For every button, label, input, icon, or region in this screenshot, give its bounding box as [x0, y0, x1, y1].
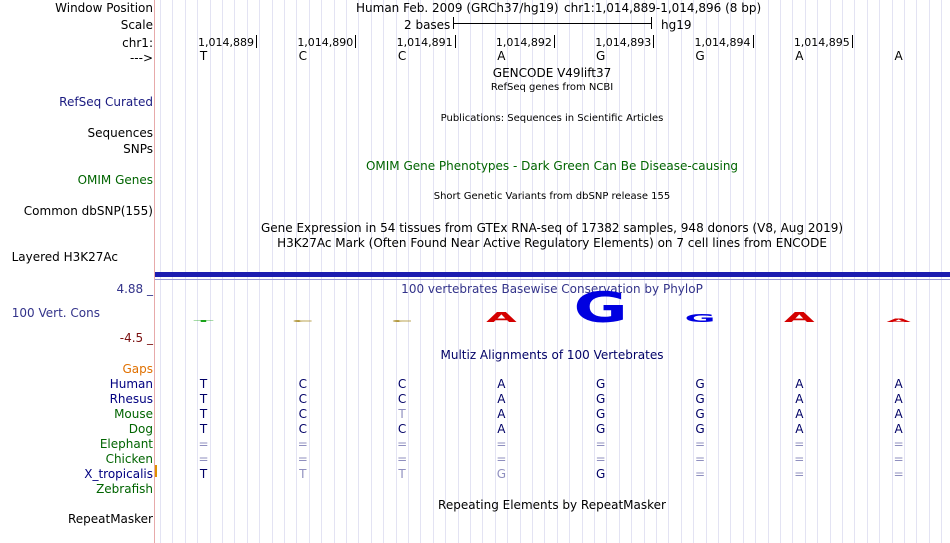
- alignment-base: =: [397, 452, 408, 466]
- alignment-base: =: [794, 467, 805, 481]
- ruler-tick: [355, 35, 356, 48]
- gaps-label[interactable]: Gaps: [122, 362, 153, 376]
- alignment-base: =: [694, 437, 706, 451]
- scale-text: 2 bases: [404, 18, 451, 32]
- conservation-base: A: [886, 318, 911, 324]
- alignment-base: A: [894, 377, 903, 391]
- alignment-base: T: [398, 407, 406, 421]
- ruler-tick: [753, 35, 754, 48]
- alignment-base: G: [596, 377, 606, 391]
- ruler-base: A: [497, 49, 506, 63]
- cons-min-label: -4.5 _: [119, 331, 153, 345]
- snps-label[interactable]: SNPs: [123, 142, 153, 156]
- alignment-base: G: [596, 392, 606, 406]
- alignment-base: C: [397, 377, 407, 391]
- alignment-base: A: [497, 392, 506, 406]
- alignment-base: A: [894, 422, 903, 436]
- alignment-base: =: [893, 467, 904, 481]
- chr-label: chr1:: [122, 36, 153, 50]
- dbsnp-label[interactable]: Common dbSNP(155): [23, 204, 153, 218]
- alignment-base: =: [397, 437, 408, 451]
- alignment-base: =: [496, 452, 507, 466]
- alignment-base: =: [893, 437, 904, 451]
- phylop-track-desc: 100 vertebrates Basewise Conservation by PhyloP: [401, 282, 703, 296]
- ruler-position: 1,014,889: [198, 36, 254, 49]
- repeatmasker-label[interactable]: RepeatMasker: [67, 512, 153, 526]
- alignment-base: A: [497, 407, 506, 421]
- ruler-base: C: [298, 49, 307, 63]
- strand-label[interactable]: --->: [129, 51, 153, 65]
- species-label-dog[interactable]: Dog: [128, 422, 153, 436]
- alignment-base: T: [199, 467, 208, 481]
- ruler-position: 1,014,890: [297, 36, 354, 49]
- window-position-label: Window Position: [55, 1, 153, 15]
- ruler-base: A: [795, 49, 804, 63]
- alignment-base: G: [596, 422, 606, 436]
- alignment-base: A: [497, 422, 506, 436]
- cons-track-label[interactable]: 100 Vert. Cons: [11, 306, 100, 320]
- alignment-base: G: [695, 392, 705, 406]
- scale-db: hg19: [661, 18, 692, 32]
- sequences-label[interactable]: Sequences: [87, 126, 153, 140]
- conservation-base: G: [684, 311, 716, 325]
- alignment-base: T: [398, 467, 406, 481]
- alignment-base: C: [298, 392, 307, 406]
- dbsnp-track-desc: Short Genetic Variants from dbSNP release 155: [433, 191, 671, 202]
- ruler-position: 1,014,895: [793, 36, 850, 49]
- ruler-position: 1,014,891: [396, 36, 453, 49]
- alignment-base: G: [695, 407, 705, 421]
- alignment-base: =: [794, 437, 805, 451]
- refseq-label[interactable]: RefSeq Curated: [59, 95, 153, 109]
- species-label-human[interactable]: Human: [109, 377, 153, 391]
- gtex-track-desc: Gene Expression in 54 tissues from GTEx RNA-seq of 17382 samples, 948 donors (V8, Aug 2019): [260, 221, 844, 235]
- gencode-track-title[interactable]: GENCODE V49lift37: [492, 66, 612, 80]
- alignment-base: A: [795, 377, 804, 391]
- ruler-tick: [852, 35, 853, 48]
- species-label-x_tropicalis[interactable]: X_tropicalis: [84, 467, 153, 481]
- alignment-base: G: [496, 467, 507, 481]
- alignment-base: =: [297, 452, 308, 466]
- species-label-rhesus[interactable]: Rhesus: [109, 392, 153, 406]
- alignment-base: T: [199, 422, 208, 436]
- alignment-base: A: [894, 392, 903, 406]
- omim-phenotypes-desc: OMIM Gene Phenotypes - Dark Green Can Be Disease-causing: [365, 159, 739, 173]
- alignment-base: A: [795, 422, 804, 436]
- alignment-base: A: [795, 407, 804, 421]
- repeatmasker-track-desc: Repeating Elements by RepeatMasker: [438, 498, 666, 512]
- species-label-mouse[interactable]: Mouse: [114, 407, 153, 421]
- conservation-header-bar: [155, 272, 950, 277]
- conservation-base: A: [486, 310, 517, 326]
- h3k27ac-track-desc: H3K27Ac Mark (Often Found Near Active Regulatory Elements) on 7 cell lines from ENCODE: [277, 236, 827, 250]
- conservation-base: T: [193, 319, 214, 323]
- alignment-base: =: [198, 437, 209, 451]
- alignment-base: C: [397, 422, 407, 436]
- refseq-track-desc: RefSeq genes from NCBI: [490, 82, 614, 93]
- ruler-tick: [653, 35, 654, 48]
- species-label-zebrafish[interactable]: Zebrafish: [96, 482, 153, 496]
- alignment-base: A: [497, 377, 506, 391]
- assembly-title: Human Feb. 2009 (GRCh37/hg19): [356, 1, 559, 15]
- publications-track-desc: Publications: Sequences in Scientific Articles: [440, 113, 664, 124]
- alignment-base: G: [596, 467, 606, 481]
- alignment-base: T: [199, 392, 208, 406]
- ruler-position: 1,014,894: [694, 36, 751, 49]
- species-label-chicken[interactable]: Chicken: [105, 452, 153, 466]
- alignment-base: =: [694, 467, 706, 481]
- alignment-base: =: [595, 437, 606, 451]
- ruler-position: 1,014,893: [595, 36, 652, 49]
- ruler-base: C: [397, 49, 407, 63]
- h3k27ac-label[interactable]: Layered H3K27Ac: [11, 250, 118, 264]
- alignment-base: =: [893, 452, 904, 466]
- alignment-base: =: [694, 452, 706, 466]
- alignment-base: =: [198, 452, 209, 466]
- alignment-base: =: [297, 437, 308, 451]
- alignment-base: G: [695, 377, 705, 391]
- alignment-base: C: [298, 422, 307, 436]
- species-label-elephant[interactable]: Elephant: [99, 437, 153, 451]
- ruler-base: G: [695, 49, 705, 63]
- position-readout: chr1:1,014,889-1,014,896 (8 bp): [564, 1, 762, 15]
- conservation-base: C: [292, 319, 314, 323]
- alignment-base: C: [298, 377, 307, 391]
- alignment-base: A: [894, 407, 903, 421]
- alignment-base: =: [496, 437, 507, 451]
- conservation-header-rule: [155, 279, 950, 280]
- conservation-base: G: [573, 284, 628, 333]
- omim-genes-label[interactable]: OMIM Genes: [77, 173, 153, 187]
- ruler-base: T: [199, 49, 208, 63]
- alignment-base: =: [794, 452, 805, 466]
- alignment-base: T: [199, 377, 208, 391]
- conservation-base: A: [783, 310, 815, 326]
- conservation-base: C: [391, 319, 413, 323]
- x-tropicalis-gap-marker: [155, 465, 157, 477]
- ruler-tick: [455, 35, 456, 48]
- ruler-position: 1,014,892: [495, 36, 552, 49]
- multiz-track-desc: Multiz Alignments of 100 Vertebrates: [440, 348, 664, 362]
- alignment-base: G: [596, 407, 606, 421]
- ruler-base: A: [894, 49, 903, 63]
- ruler-base: G: [596, 49, 606, 63]
- scale-label: Scale: [120, 18, 153, 32]
- ruler-tick: [554, 35, 555, 48]
- cons-max-label: 4.88 _: [116, 282, 153, 296]
- ruler-tick: [256, 35, 257, 48]
- alignment-base: C: [397, 392, 407, 406]
- alignment-base: =: [595, 452, 606, 466]
- alignment-base: A: [795, 392, 804, 406]
- alignment-base: T: [299, 467, 307, 481]
- alignment-base: C: [298, 407, 307, 421]
- alignment-base: G: [695, 422, 705, 436]
- alignment-base: T: [199, 407, 208, 421]
